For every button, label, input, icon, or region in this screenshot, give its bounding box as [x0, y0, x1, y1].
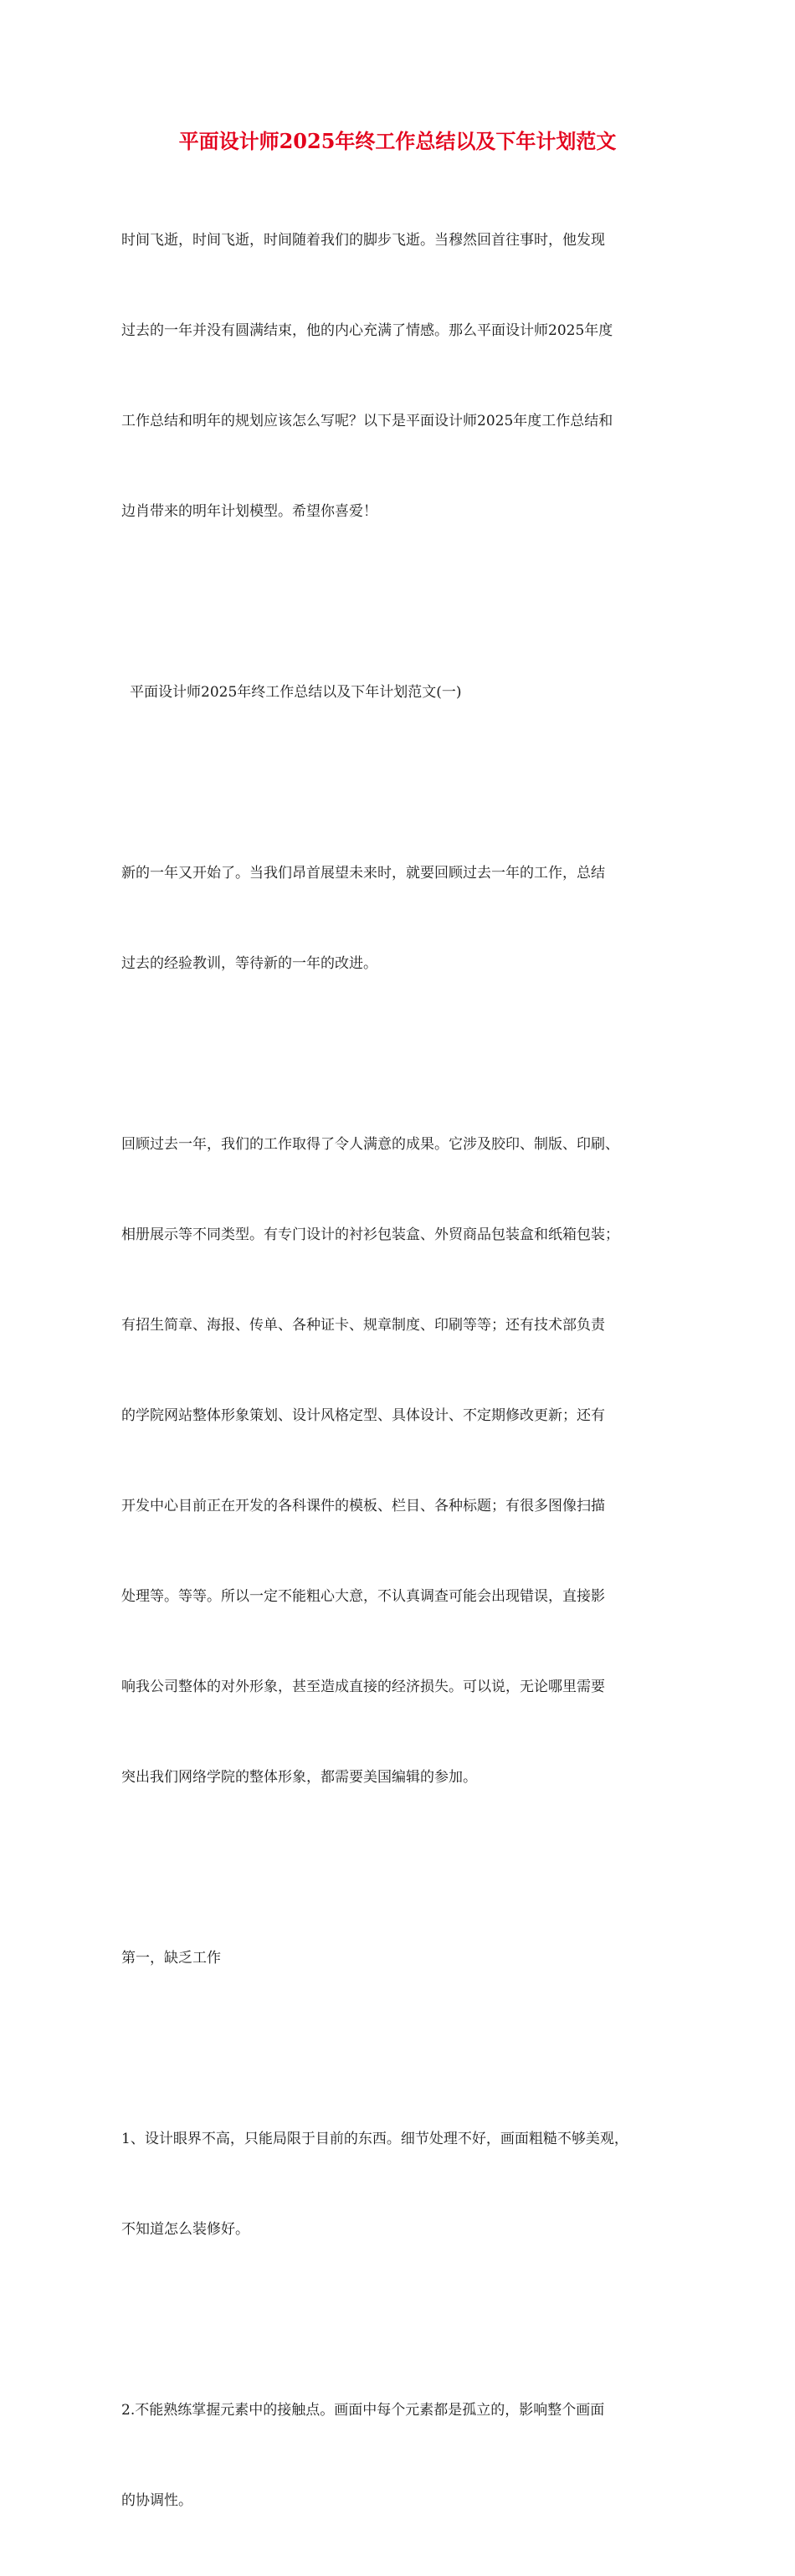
text-line: 边肖带来的明年计划模型。希望你喜爱！ [121, 503, 377, 520]
text-line: 新的一年又开始了。当我们昂首展望未来时，就要回顾过去一年的工作，总结 [121, 865, 605, 882]
opening-paragraph [121, 798, 682, 1039]
text-line: 突出我们网络学院的整体形象，都需要美国编辑的参加。 [121, 1769, 477, 1786]
text-line: 1、设计眼界不高，只能局限于目前的东西。细节处理不好，画面粗糙不够美观， [121, 2131, 628, 2147]
text-line: 有招生简章、海报、传单、各种证卡、规章制度、印刷等等；还有技术部负责 [121, 1317, 605, 1334]
text-line: 工作总结和明年的规划应该怎么写呢？以下是平面设计师2025年度工作总结和 [121, 413, 613, 429]
text-line: 不知道怎么装修好。 [121, 2221, 249, 2238]
text-line: 的学院网站整体形象策划、设计风格定型、具体设计、不定期修改更新；还有 [121, 1407, 605, 1424]
document-title: 平面设计师2025年终工作总结以及下年计划范文 [178, 129, 617, 153]
text-line: 第一，缺乏工作 [121, 1950, 221, 1967]
text-line: 平面设计师2025年终工作总结以及下年计划范文(一) [130, 684, 462, 701]
text-line: 回顾过去一年，我们的工作取得了令人满意的成果。它涉及胶印、制版、印刷、 [121, 1136, 619, 1153]
text-line: 开发中心目前正在开发的各科课件的模板、栏目、各种标题；有很多图像扫描 [121, 1498, 605, 1514]
text-line: 2.不能熟练掌握元素中的接触点。画面中每个元素都是孤立的，影响整个画面 [121, 2402, 605, 2419]
point-1 [121, 2064, 682, 2305]
point-2 [121, 2335, 682, 2576]
text-line: 过去的一年并没有圆满结束，他的内心充满了情感。那么平面设计师2025年度 [121, 322, 613, 339]
text-line: 时间飞逝，时间飞逝，时间随着我们的脚步飞逝。当穆然回首往事时，他发现 [121, 232, 605, 249]
shortcoming-heading [121, 1883, 682, 2034]
document-body [121, 165, 682, 2576]
intro-paragraph [121, 165, 682, 587]
text-line: 响我公司整体的对外形象，甚至造成直接的经济损失。可以说，无论哪里需要 [121, 1679, 605, 1695]
section-heading [121, 617, 682, 768]
text-line: 过去的经验教训，等待新的一年的改进。 [121, 955, 377, 972]
review-paragraph [121, 1069, 682, 1853]
text-line: 处理等。等等。所以一定不能粗心大意，不认真调查可能会出现错误，直接影 [121, 1588, 605, 1605]
text-line: 相册展示等不同类型。有专门设计的衬衫包装盒、外贸商品包装盒和纸箱包装； [121, 1226, 619, 1243]
text-line: 的协调性。 [121, 2492, 192, 2509]
